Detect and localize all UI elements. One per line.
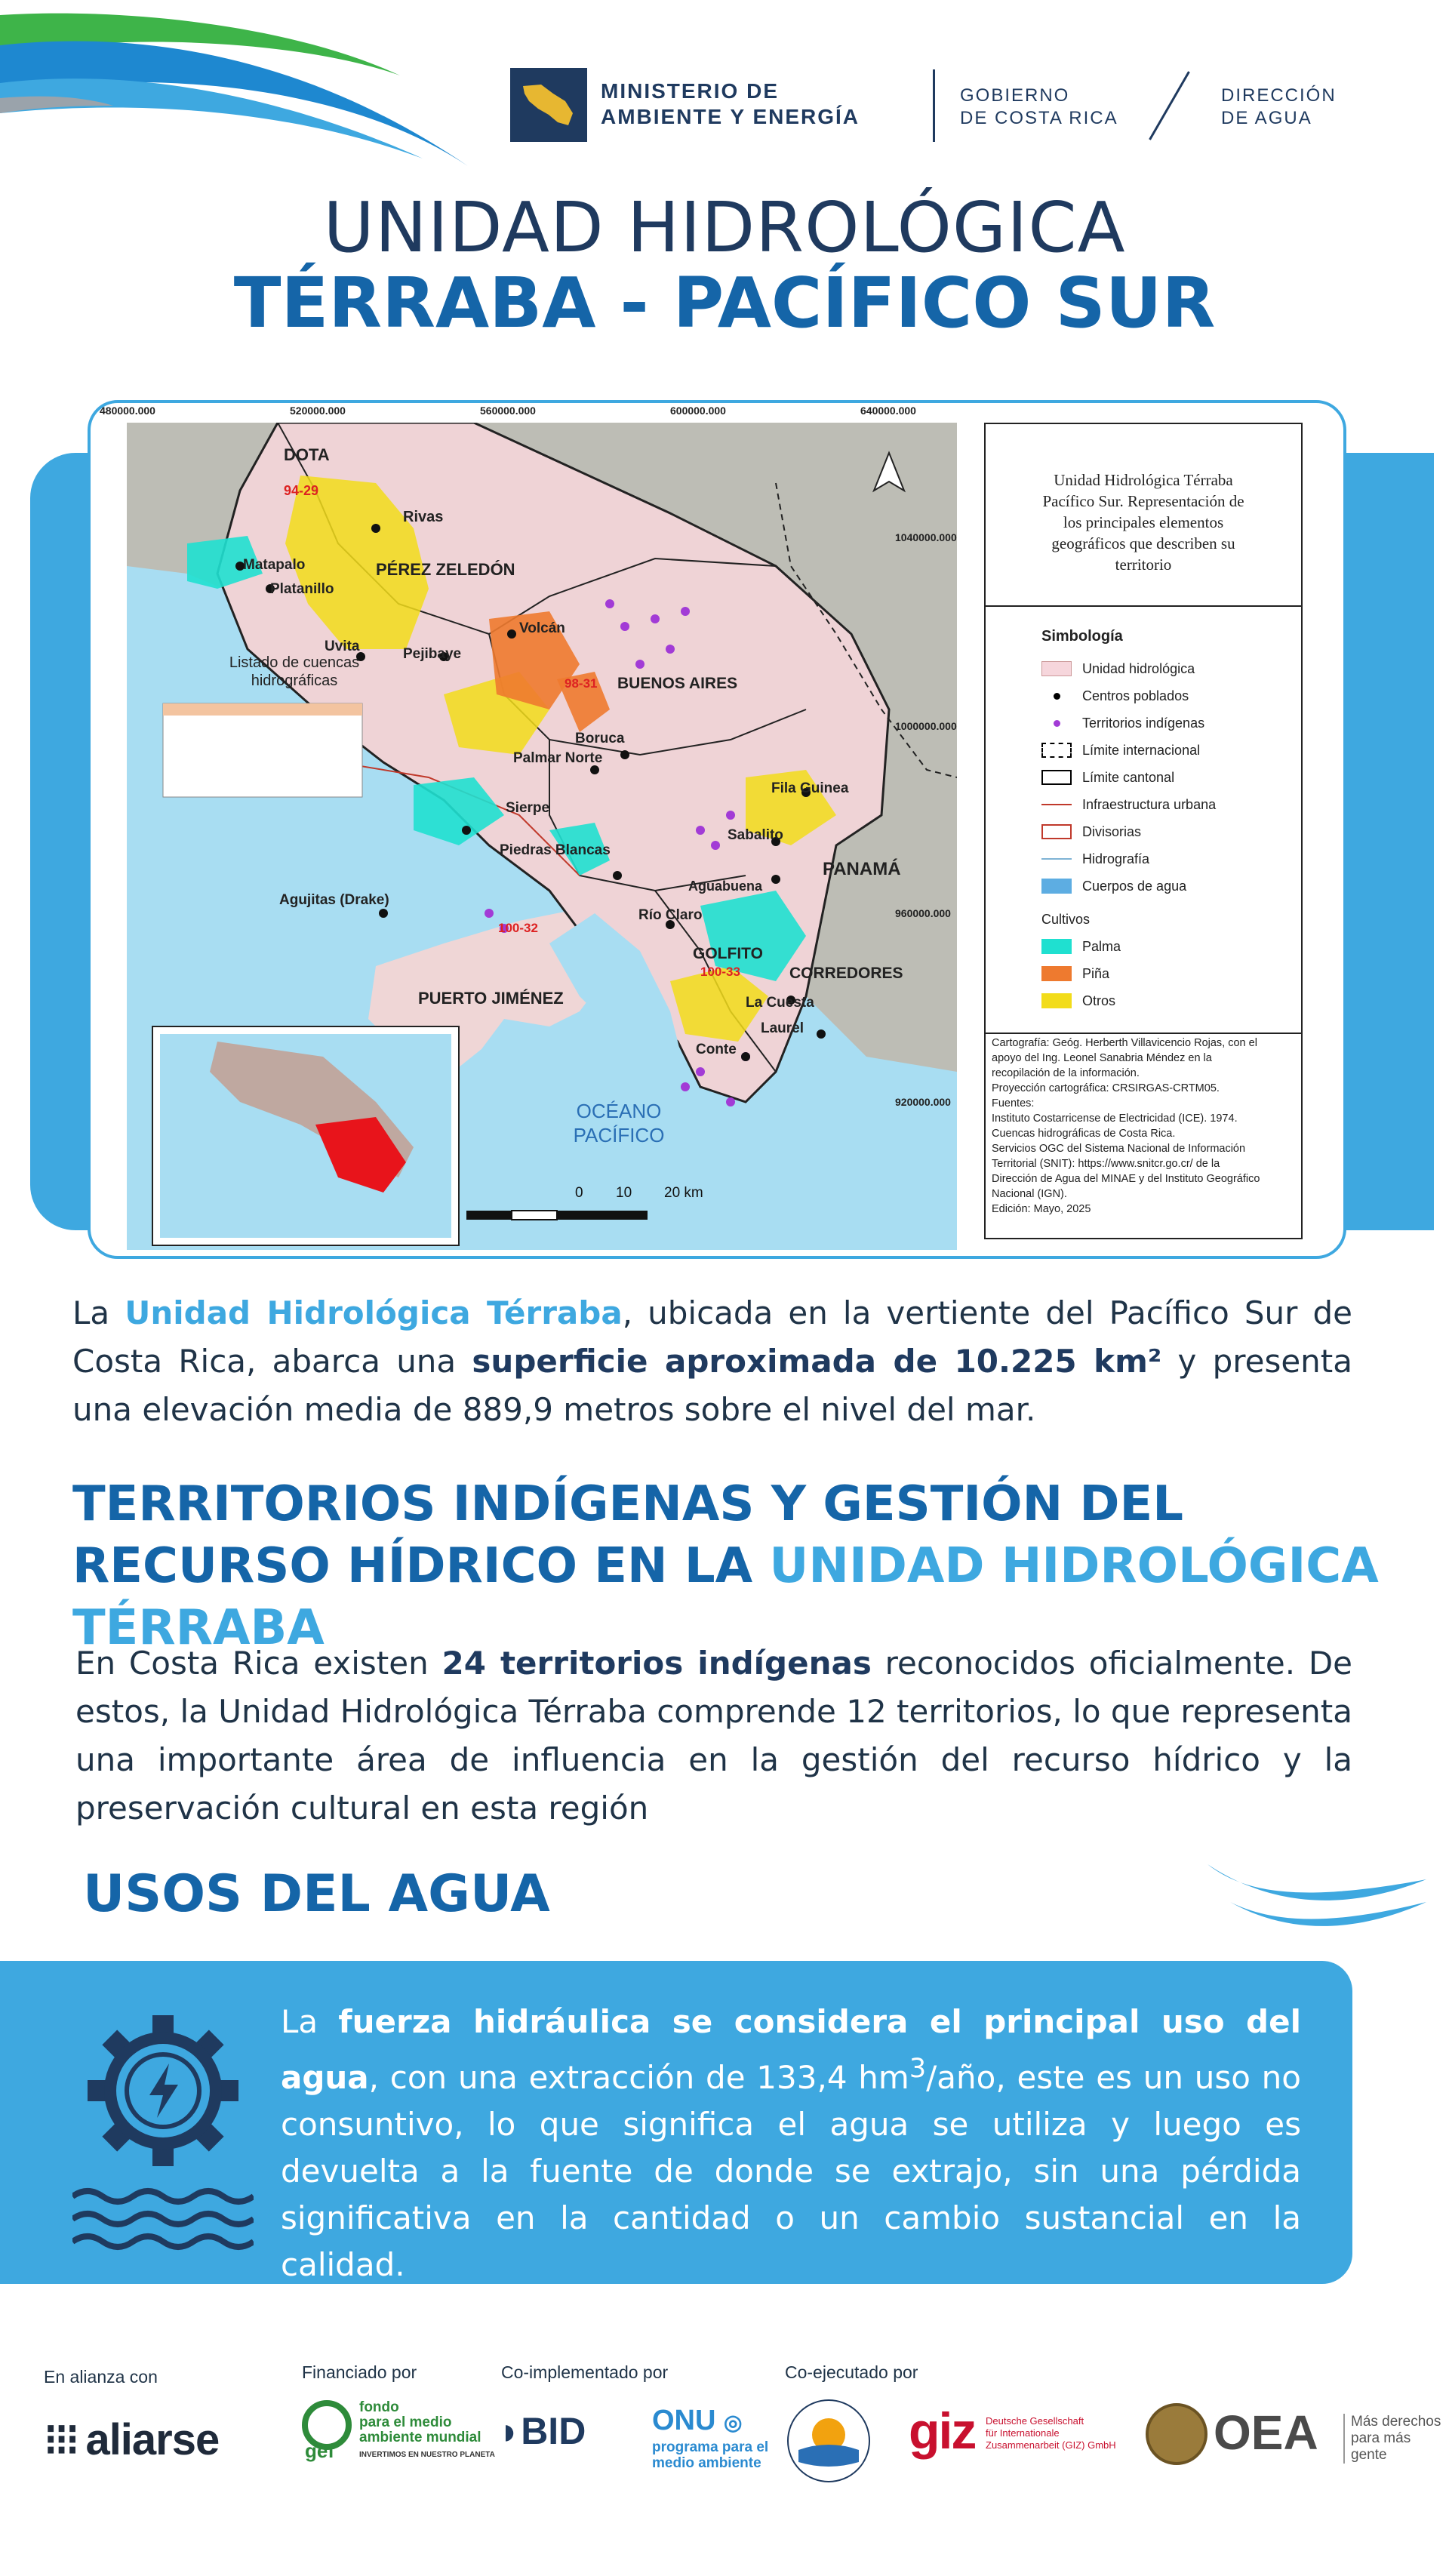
legend-item-label: Unidad hidrológica: [1082, 660, 1195, 676]
section-heading-territories: [72, 1473, 1416, 1659]
credit-line: Fuentes:: [992, 1097, 1035, 1109]
legend-swatch: [1041, 851, 1072, 866]
map-label-buenos-aires: BUENOS AIRES: [617, 675, 738, 692]
coord-label: 1040000.000: [895, 531, 957, 543]
ministry-name: [601, 78, 860, 130]
fund-line: fondo: [359, 2399, 399, 2415]
legend-swatch: [1041, 716, 1072, 731]
direction-name: [1221, 85, 1337, 130]
map-code-label: 100-33: [700, 965, 740, 979]
legend-item-label: Divisorias: [1082, 823, 1142, 839]
ocean-line-1: OCÉANO: [576, 1100, 662, 1122]
gef-fund-text: [359, 2400, 495, 2463]
onu-sub-line: medio ambiente: [652, 2455, 761, 2471]
onu-logo: ONU ◎: [652, 2405, 743, 2436]
ministry-logo: [510, 68, 587, 142]
cuencas-line-2: hidrográficas: [251, 672, 338, 689]
credit-line: Cartografía: Geóg. Herberth Villavicencio Rojas, con el: [992, 1037, 1257, 1049]
legend-item: [1041, 741, 1200, 759]
fund-line: para el medio: [359, 2414, 452, 2430]
legend-swatch: [1041, 688, 1072, 703]
legend-swatch: [1041, 743, 1072, 758]
ministry-line-1: MINISTERIO DE: [601, 79, 780, 103]
ministry-line-2: AMBIENTE Y ENERGÍA: [601, 105, 860, 128]
onu-logo-text: ONU: [652, 2405, 716, 2436]
oea-slogan-line: Más derechos: [1351, 2414, 1441, 2430]
legend-item-label: Cuerpos de agua: [1082, 878, 1187, 894]
map-label-panama: PANAMÁ: [823, 859, 901, 879]
credit-line: Cuencas hidrográficas de Costa Rica.: [992, 1128, 1176, 1140]
programa-ambiental-logo: [785, 2397, 872, 2485]
credit-line: Servicios OGC del Sistema Nacional de Información: [992, 1143, 1246, 1155]
legend-item: [1041, 768, 1174, 786]
legend-item: [1041, 714, 1204, 732]
giz-logo: giz: [909, 2402, 976, 2460]
direction-line-2: DE AGUA: [1221, 108, 1312, 128]
credit-line: Dirección de Agua del MINAE y del Instituto Geográfico: [992, 1173, 1260, 1185]
legend-item-label: Palma: [1082, 938, 1121, 954]
section-heading-water-uses: USOS DEL AGUA: [83, 1864, 550, 1924]
legend-crops-title: Cultivos: [1041, 911, 1091, 927]
cuencas-line-1: Listado de cuencas: [229, 654, 360, 671]
water-use-paragraph: [281, 1999, 1301, 2288]
map-label-conte: Conte: [696, 1042, 737, 1057]
legend-item: [1041, 823, 1141, 841]
legend-item: [1041, 687, 1189, 705]
legend-symbology: [986, 605, 1301, 1034]
map-top-coordinates: [98, 405, 1004, 423]
map-label-pejibaye: Pejibaye: [403, 646, 462, 662]
costa-rica-map-icon: [518, 78, 579, 131]
intro-text: y presenta una elevación media de 889,9 metros sobre el nivel del mar.: [72, 1343, 1353, 1428]
heading-highlight: UNIDAD HIDROLÓGICA TÉRRABA: [72, 1538, 1379, 1656]
legend-item-label: Piña: [1082, 965, 1110, 981]
map-label-corredores: CORREDORES: [789, 965, 903, 982]
fund-line: ambiente mundial: [359, 2430, 481, 2445]
water-use-text: , con una extracción de 133,4 hm: [368, 2059, 909, 2096]
credit-line: recopilación de la información.: [992, 1067, 1140, 1079]
coord-label: 920000.000: [895, 1096, 951, 1108]
page-title-line-2: TÉRRABA - PACÍFICO SUR: [233, 263, 1216, 343]
map-label-dota: DOTA: [284, 445, 330, 464]
map-label-palmar-norte: Palmar Norte: [513, 750, 603, 766]
territories-bold: 24 territorios indígenas: [441, 1645, 872, 1682]
legend-item-label: Centros poblados: [1082, 688, 1189, 703]
coord-label: 960000.000: [895, 907, 951, 919]
header-slash-divider: [1149, 71, 1190, 140]
giz-subtitle: [986, 2415, 1116, 2451]
legend-swatch: [1041, 966, 1072, 981]
water-use-bold: fuerza hidráulica se considera el principal uso del agua: [281, 2003, 1301, 2096]
map-label-perez-zeledon: PÉREZ ZELEDÓN: [376, 560, 515, 579]
government-line-2: DE COSTA RICA: [960, 108, 1118, 128]
legend-item-label: Otros: [1082, 993, 1116, 1008]
legend-item-label: Hidrografía: [1082, 851, 1150, 866]
intro-text: La: [72, 1294, 125, 1331]
map-code-label: 100-32: [498, 921, 538, 935]
scale-label-20: 20 km: [664, 1185, 703, 1201]
legend-header: [986, 424, 1301, 607]
header-divider: [933, 69, 935, 142]
legend-item-label: Infraestructura urbana: [1082, 796, 1217, 812]
map-label-matapalo: Matapalo: [243, 557, 306, 573]
oea-slogan-line: para más gente: [1351, 2430, 1411, 2463]
footer-label-alliance: En alianza con: [44, 2367, 158, 2387]
legend-swatch: [1041, 939, 1072, 954]
coord-label: 480000.000: [100, 405, 155, 417]
map-label-rivas: Rivas: [403, 509, 444, 525]
scale-label-10: 10: [616, 1185, 632, 1201]
ocean-line-2: PACÍFICO: [573, 1124, 665, 1146]
giz-sub-line: Deutsche Gesellschaft: [986, 2415, 1084, 2427]
credit-line: Territorial (SNIT): https://www.snitcr.go.cr/ de la: [992, 1158, 1220, 1170]
government-line-1: GOBIERNO: [960, 85, 1070, 106]
map-label-boruca: Boruca: [575, 731, 625, 746]
onu-sub-line: programa para el: [652, 2439, 769, 2455]
legend-item: [1041, 850, 1149, 868]
credit-line: Edición: Mayo, 2025: [992, 1203, 1091, 1215]
map-label-sabalito: Sabalito: [728, 827, 783, 843]
legend-swatch: [1041, 770, 1072, 785]
footer-label-coexecuted: Co-ejecutado por: [785, 2362, 918, 2382]
map-label-laurel: Laurel: [761, 1020, 804, 1036]
credit-line: apoyo del Ing. Leonel Sanabria Méndez en la: [992, 1052, 1212, 1064]
header-swoosh-graphic: [0, 0, 483, 174]
map-label-platanillo: Platanillo: [270, 581, 334, 597]
legend-swatch: [1041, 879, 1072, 894]
map-label-golfito: GOLFITO: [693, 945, 763, 962]
map-code-label: 98-31: [565, 676, 598, 691]
legend-swatch: [1041, 797, 1072, 812]
legend-swatch: [1041, 661, 1072, 676]
map-label-piedras-blancas: Piedras Blancas: [500, 842, 611, 858]
legend-title-line: Pacífico Sur. Representación de: [1042, 492, 1244, 510]
gef-logo-text: gef: [305, 2439, 334, 2462]
water-use-superscript: 3: [909, 2054, 927, 2084]
coord-label: 640000.000: [860, 405, 916, 417]
direction-line-1: DIRECCIÓN: [1221, 85, 1337, 106]
oea-slogan: [1343, 2414, 1449, 2464]
footer-label-coimplemented: Co-implementado por: [501, 2362, 669, 2382]
intro-paragraph: [72, 1289, 1352, 1434]
legend-title-line: territorio: [1115, 556, 1172, 574]
hydrological-unit-map: [127, 423, 957, 1250]
territories-text: reconocidos oficialmente. De estos, la Unidad Hidrológica Térraba comprende 12 territorios, lo que representa una importante área de influencia en la gestión del recurso hídrico y la preservación cultural en esta región: [75, 1645, 1352, 1827]
coord-label: 600000.000: [670, 405, 726, 417]
map-label-ocean: [558, 1099, 679, 1147]
page-title-line-1: UNIDAD HIDROLÓGICA: [323, 187, 1126, 268]
aliarse-logo-text: aliarse: [85, 2415, 220, 2464]
heading-part: TERRITORIOS INDÍGENAS Y GESTIÓN DEL RECURSO HÍDRICO EN LA: [72, 1476, 1184, 1594]
legend-item: [1041, 877, 1186, 895]
coord-label: 520000.000: [290, 405, 346, 417]
territories-paragraph: [75, 1639, 1352, 1833]
legend-title-line: Unidad Hidrológica Térraba: [1054, 471, 1233, 489]
legend-swatch: [1041, 824, 1072, 839]
intro-bold: superficie aproximada de 10.225 km²: [472, 1343, 1162, 1380]
map-label-puerto-jimenez: PUERTO JIMÉNEZ: [418, 989, 564, 1008]
bid-logo-text: BID: [521, 2410, 586, 2452]
waves-decoration: [1200, 1849, 1434, 1947]
intro-highlight: Unidad Hidrológica Térraba: [125, 1294, 623, 1331]
map-label-sierpe: Sierpe: [506, 800, 550, 816]
aliarse-logo: ⁝⁝⁝ aliarse: [44, 2415, 220, 2464]
map-cuencas-label: [181, 654, 408, 690]
legend-title-line: geográficos que describen su: [1051, 534, 1235, 552]
legend-symbology-title: Simbología: [1041, 628, 1123, 645]
footer-label-financed: Financiado por: [302, 2362, 417, 2382]
oea-logo: OEA: [1214, 2405, 1318, 2460]
map-label-volcan: Volcán: [519, 620, 565, 636]
legend-item: [1041, 937, 1121, 956]
giz-sub-line: Zusammenarbeit (GIZ) GmbH: [986, 2439, 1116, 2451]
legend-item-label: Límite cantonal: [1082, 769, 1175, 785]
legend-title: [1001, 469, 1286, 575]
water-use-text: La: [281, 2003, 339, 2040]
territories-text: En Costa Rica existen: [75, 1645, 442, 1682]
scale-label-0: 0: [575, 1185, 583, 1201]
legend-item: [1041, 992, 1115, 1010]
legend-item-label: Límite internacional: [1082, 742, 1201, 758]
map-code-label: 94-29: [284, 483, 319, 498]
onu-subtitle: [652, 2439, 768, 2471]
giz-sub-line: für Internationale: [986, 2427, 1060, 2439]
legend-title-line: los principales elementos: [1063, 513, 1224, 531]
credit-line: Instituto Costarricense de Electricidad (ICE). 1974.: [992, 1113, 1238, 1125]
map-label-uvita: Uvita: [325, 639, 360, 654]
intro-text: , ubicada en la vertiente del Pacífico Sur de Costa Rica, abarca una: [72, 1294, 1352, 1380]
fund-slogan: INVERTIMOS EN NUESTRO PLANETA: [359, 2451, 495, 2459]
map-label-aguabuena: Aguabuena: [688, 879, 763, 894]
bid-logo: ◗BID: [498, 2410, 586, 2452]
map-legend-panel: [984, 423, 1303, 1239]
map-label-fila-guinea: Fila Guinea: [771, 780, 849, 796]
credit-line: Nacional (IGN).: [992, 1188, 1067, 1200]
legend-item: [1041, 660, 1195, 678]
government-name: [960, 85, 1118, 130]
legend-swatch: [1041, 993, 1072, 1008]
map-label-rio-claro: Río Claro: [638, 907, 703, 923]
oea-seal-icon: [1146, 2403, 1208, 2465]
legend-item: [1041, 965, 1109, 983]
map-label-agujitas: Agujitas (Drake): [279, 892, 389, 908]
coord-label: 1000000.000: [895, 720, 957, 732]
hydropower-gear-icon: [72, 2008, 254, 2257]
coord-label: 560000.000: [480, 405, 536, 417]
legend-item-label: Territorios indígenas: [1082, 715, 1205, 731]
water-use-text: /año, este es un uso no consuntivo, lo que significa el agua se utiliza y luego es devuelta a la fuente de donde se extrajo, sin una pérdida significativa en la cantidad o un cambio sustancial en la calidad.: [281, 2059, 1301, 2283]
credit-line: Proyección cartográfica: CRSIRGAS-CRTM05.: [992, 1082, 1220, 1094]
map-label-la-cuesta: La Cuesta: [746, 995, 814, 1011]
legend-credits: [992, 1036, 1294, 1217]
legend-item: [1041, 796, 1216, 814]
